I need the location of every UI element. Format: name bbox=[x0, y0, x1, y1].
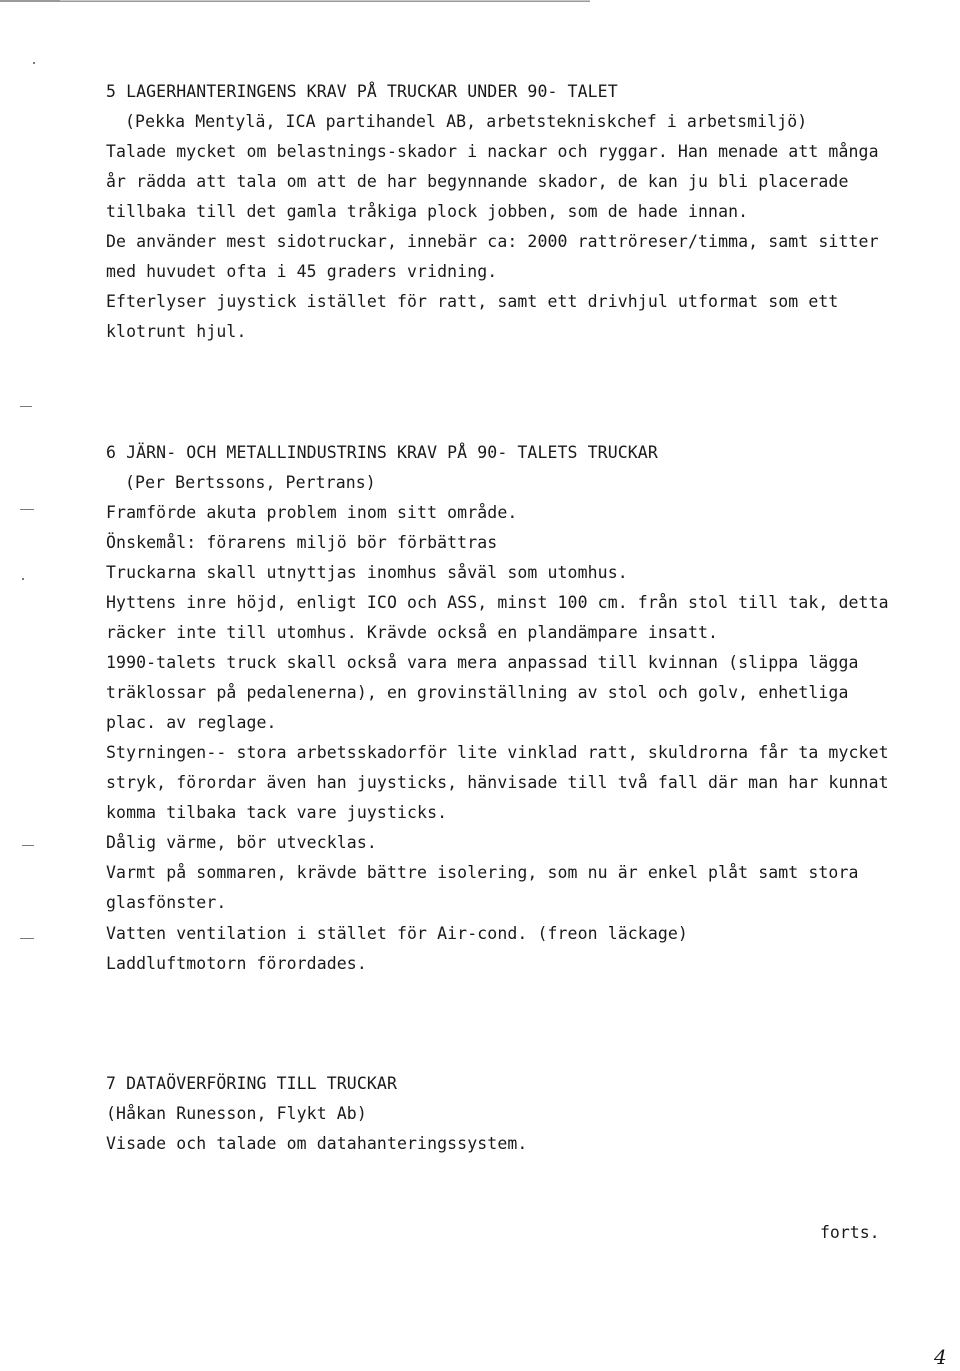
section-6-text-line: träklossar på pedalenerna), en grovinställning av stol och golv, enhetliga bbox=[106, 683, 849, 702]
section-5-text-line: klotrunt hjul. bbox=[106, 322, 247, 341]
section-6-speaker: (Per Bertssons, Pertrans) bbox=[125, 473, 376, 492]
handwritten-page-mark: 4 bbox=[934, 1345, 947, 1369]
section-5-speaker: (Pekka Mentylä, ICA partihandel AB, arbetstekniskchef i arbetsmiljö) bbox=[125, 112, 808, 131]
section-5-text-line: tillbaka till det gamla tråkiga plock jobben, som de hade innan. bbox=[106, 202, 749, 221]
section-5-heading: 5 LAGERHANTERINGENS KRAV PÅ TRUCKAR UNDER 90- TALET bbox=[106, 82, 618, 101]
section-5-text-line: Efterlyser juystick istället för ratt, samt ett drivhjul utformat som ett bbox=[106, 292, 839, 311]
margin-mark bbox=[20, 509, 34, 510]
section-6-text-line: räcker inte till utomhus. Krävde också en plandämpare insatt. bbox=[106, 623, 719, 642]
continued-note: forts. bbox=[820, 1223, 880, 1242]
margin-speck bbox=[33, 62, 35, 64]
section-6-text-line: 1990-talets truck skall också vara mera anpassad till kvinnan (slippa lägga bbox=[106, 653, 859, 672]
top-edge-rule-secondary bbox=[60, 0, 590, 1]
section-6-text-line: stryk, förordar även han juysticks, hänvisade till två fall där man har kunnat bbox=[106, 773, 889, 792]
section-7-heading: 7 DATAÖVERFÖRING TILL TRUCKAR bbox=[106, 1074, 397, 1093]
section-5-text-line: De använder mest sidotruckar, innebär ca: 2000 rattröreser/timma, samt sitter bbox=[106, 232, 879, 251]
section-6-text-line: Laddluftmotorn förordades. bbox=[106, 954, 367, 973]
margin-mark bbox=[20, 406, 32, 407]
section-6-heading: 6 JÄRN- OCH METALLINDUSTRINS KRAV PÅ 90- TALETS TRUCKAR bbox=[106, 443, 658, 462]
section-5-text-line: Talade mycket om belastnings-skador i nackar och ryggar. Han menade att många bbox=[106, 142, 879, 161]
section-6-text-line: Hyttens inre höjd, enligt ICO och ASS, minst 100 cm. från stol till tak, detta bbox=[106, 593, 889, 612]
margin-mark bbox=[20, 938, 34, 939]
section-6-text-line: Önskemål: förarens miljö bör förbättras bbox=[106, 533, 498, 552]
section-6-text-line: komma tilbaka tack vare juysticks. bbox=[106, 803, 448, 822]
section-5-text-line: med huvudet ofta i 45 graders vridning. bbox=[106, 262, 498, 281]
section-6-text-line: Truckarna skall utnyttjas inomhus såväl som utomhus. bbox=[106, 563, 628, 582]
section-6-text-line: Dålig värme, bör utvecklas. bbox=[106, 833, 377, 852]
section-7-text-line: Visade och talade om datahanteringssystem. bbox=[106, 1134, 528, 1153]
section-6-text-line: plac. av reglage. bbox=[106, 713, 277, 732]
margin-speck bbox=[22, 578, 24, 580]
section-6-text-line: Vatten ventilation i stället för Air-cond. (freon läckage) bbox=[106, 924, 688, 943]
section-6-text-line: Varmt på sommaren, krävde bättre isolering, som nu är enkel plåt samt stora bbox=[106, 863, 859, 882]
section-6-text-line: Framförde akuta problem inom sitt område. bbox=[106, 503, 518, 522]
margin-mark bbox=[22, 845, 34, 846]
section-6-text-line: Styrningen-- stora arbetsskadorför lite vinklad ratt, skuldrorna får ta mycket bbox=[106, 743, 889, 762]
section-5-text-line: år rädda att tala om att de har begynnande skador, de kan ju bli placerade bbox=[106, 172, 849, 191]
section-7-speaker: (Håkan Runesson, Flykt Ab) bbox=[106, 1104, 367, 1123]
section-6-text-line: glasfönster. bbox=[106, 893, 227, 912]
